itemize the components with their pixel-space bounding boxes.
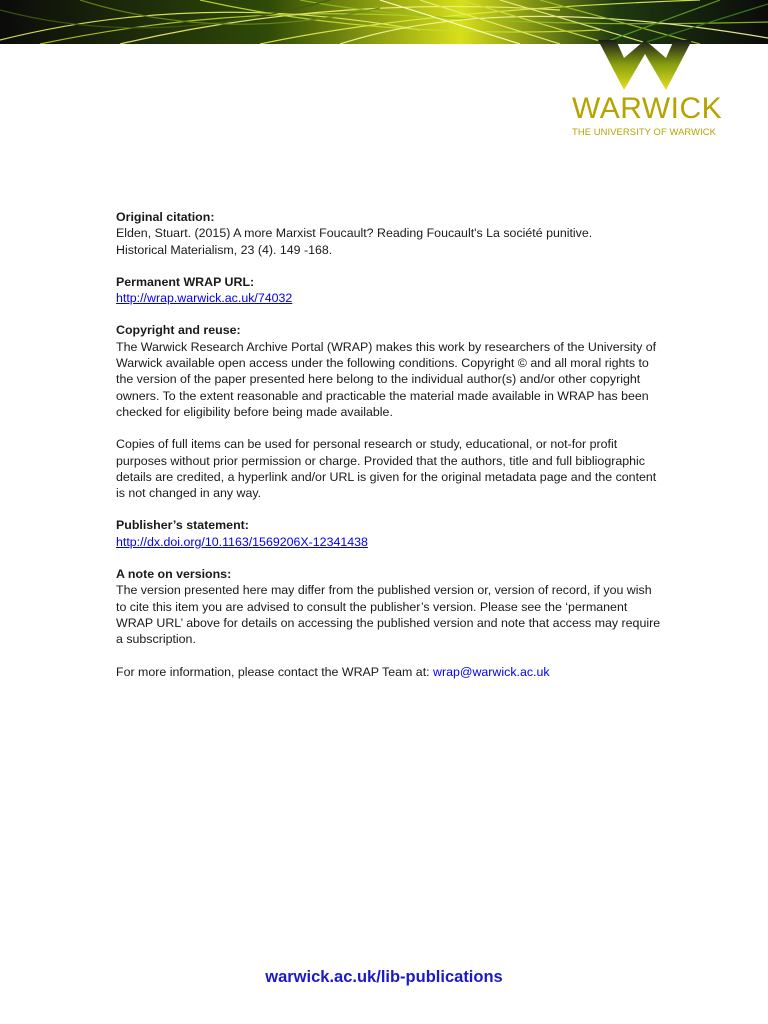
footer-publications-link[interactable]: warwick.ac.uk/lib-publications bbox=[265, 968, 503, 986]
copyright-section bbox=[116, 322, 661, 420]
copyright-heading: Copyright and reuse: bbox=[116, 323, 241, 338]
warwick-logo-mark bbox=[590, 40, 700, 94]
warwick-logo-wordmark: WARWICK bbox=[572, 92, 723, 125]
versions-paragraph: The version presented here may differ from the published version or, version of record, if you wish to cite this item you are advised to consult the publisher’s version. Please see the ‘permanent WRAP URL’ above for details on accessing the published version and note that access may require a subscription. bbox=[116, 583, 661, 647]
wrap-url-link[interactable]: http://wrap.warwick.ac.uk/74032 bbox=[116, 291, 293, 306]
citation-line-2: Historical Materialism, 23 (4). 149 -168. bbox=[116, 242, 333, 257]
contact-text: For more information, please contact the WRAP Team at: bbox=[116, 664, 434, 679]
copyright-paragraph-2: Copies of full items can be used for personal research or study, educational, or not-for profit purposes without prior permission or charge. Provided that the authors, title and full bibliographic details are credited, a hyperlink and/or URL is given for the original metadata page and the content is not changed in any way. bbox=[116, 437, 657, 501]
document-body bbox=[116, 209, 661, 696]
banner-light-streaks bbox=[0, 0, 768, 44]
citation-line-1: Elden, Stuart. (2015) A more Marxist Foucault? Reading Foucault's La société punitive. bbox=[116, 226, 593, 241]
reuse-section bbox=[116, 436, 661, 501]
publisher-doi-link[interactable]: http://dx.doi.org/10.1163/1569206X-12341438 bbox=[116, 534, 368, 549]
contact-section bbox=[116, 664, 661, 680]
warwick-logo-tagline: THE UNIVERSITY OF WARWICK bbox=[572, 126, 717, 137]
copyright-paragraph-1: The Warwick Research Archive Portal (WRAP) makes this work by researchers of the University of Warwick available open access under the following conditions. Copyright © and all moral rights to the version of the paper presented here belong to the individual author(s) and/or other copyright owners. To the extent reasonable and practicable the material made available in WRAP has been checked for eligibility before being made available. bbox=[116, 339, 657, 419]
publisher-heading: Publisher’s statement: bbox=[116, 518, 249, 533]
versions-section bbox=[116, 566, 661, 647]
citation-heading: Original citation: bbox=[116, 210, 215, 224]
wrap-url-section bbox=[116, 274, 661, 307]
header-banner bbox=[0, 0, 768, 44]
contact-email-link[interactable]: wrap@warwick.ac.uk bbox=[433, 664, 550, 679]
versions-heading: A note on versions: bbox=[116, 567, 232, 582]
publisher-section bbox=[116, 517, 661, 550]
citation-section bbox=[116, 209, 661, 258]
wrap-url-heading: Permanent WRAP URL: bbox=[116, 274, 255, 289]
